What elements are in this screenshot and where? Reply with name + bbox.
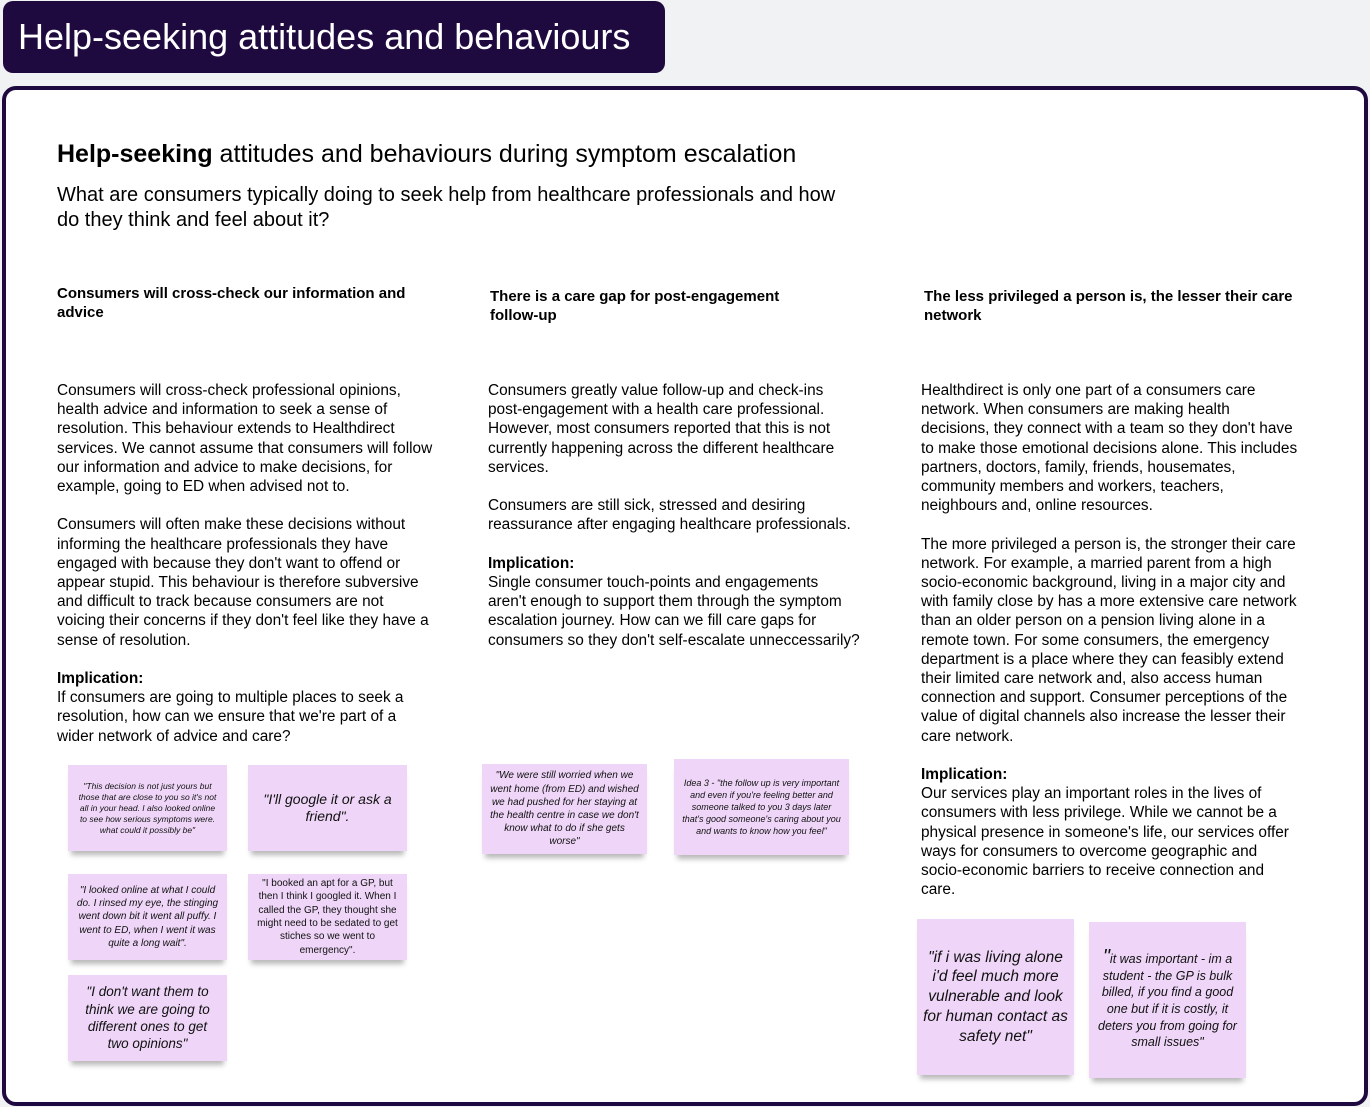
column-3-implication-label: Implication: xyxy=(921,766,1008,784)
column-3-paragraph: The more privileged a person is, the stronger their care network. For example, a married parent from a high socio-economic background, living in a major city and with family close by has a more extensive care network than an older person on a pension living alone in a remote town. For some consumers, the emergency department is a place where they can feasibly extend their limited care network and, also access human connection and support. Consumer perceptions of the value of digital channels also increase the lesser their care network. xyxy=(921,535,1297,745)
heading-bold: Help-seeking xyxy=(57,140,213,168)
section-title: Help-seeking attitudes and behaviours xyxy=(18,16,631,57)
sticky-note[interactable] xyxy=(248,874,407,960)
column-1-paragraph: Consumers will cross-check professional opinions, health advice and information to seek a sense of resolution. This behaviour extends to Healthdirect services. We cannot assume that consumers will follow our information and advice to make decisions, for example, going to ED when advised not to. xyxy=(57,382,433,496)
sticky-note[interactable] xyxy=(248,765,407,851)
sticky-note-text xyxy=(1097,945,1238,1051)
column-3-paragraph: Healthdirect is only one part of a consumers care network. When consumers are making health decisions, they connect with a team so they don't have to make those emotional decisions alone. This includes partners, doctors, family, friends, housemates, community members and workers, teachers, neighbours and, online resources. xyxy=(921,382,1298,515)
column-2-body xyxy=(488,381,860,650)
sticky-note-text: "I don't want them to think we are going to different ones to get two opinions" xyxy=(85,984,210,1052)
column-3-implication: Our services play an important roles in the lives of consumers with less privilege. While we cannot be a physical presence in someone's life, our services offer ways for consumers to overcome geographic and socio-economic barriers to receive connection and care. xyxy=(921,785,1289,899)
sticky-note-text-body: it was important - im a student - the GP is bulk billed, if you find a good one but if it is costly, it deters you from going for small issues" xyxy=(1098,951,1237,1050)
sticky-note[interactable] xyxy=(917,919,1074,1075)
column-2-paragraph: Consumers are still sick, stressed and desiring reassurance after engaging healthcare professionals. xyxy=(488,497,851,534)
column-2-implication: Single consumer touch-points and engagements aren't enough to support them through the symptom escalation journey. How can we fill care gaps for consumers so they don't self-escalate unneccessarily? xyxy=(488,574,860,649)
sticky-note-text: "I looked online at what I could do. I rinsed my eye, the stinging went down bit it went all puffy. I went to ED, when I went it was quite a long wait". xyxy=(76,884,219,949)
board-heading xyxy=(57,140,796,169)
sticky-note-text: "I'll google it or ask a friend". xyxy=(263,791,392,824)
sticky-note[interactable] xyxy=(674,759,849,855)
column-1-implication-label: Implication: xyxy=(57,670,144,688)
column-1-paragraph: Consumers will often make these decisions without informing the healthcare professionals they have engaged with because they don't want to offend or appear stupid. This behaviour is therefore subversive and difficult to track because consumers are not voicing their concerns if they don't feel like they have a sense of resolution. xyxy=(57,516,429,649)
sticky-note-text: "We were still worried when we went home (from ED) and wished we had pushed for her staying at the health centre in case we don't know what to do if she gets worse" xyxy=(490,770,639,848)
sticky-note[interactable] xyxy=(68,874,227,960)
sticky-note-text: Idea 3 - "the follow up is very important and even if you're feeling better and someone talked to you 3 days later that's good someone's caring about you and wants to know how you feel" xyxy=(682,778,841,836)
heading-rest: attitudes and behaviours during symptom escalation xyxy=(212,140,797,168)
column-2-paragraph: Consumers greatly value follow-up and check-ins post-engagement with a health care professional. However, most consumers reported that this is not currently happening across the different healthcare services. xyxy=(488,382,835,476)
sticky-note-text: "This decision is not just yours but those that are close to you so it's not all in your head. I also looked online to see how serious symptoms were. what could it possibly be" xyxy=(78,780,217,835)
column-1-title: Consumers will cross-check our information and advice xyxy=(57,285,406,321)
sticky-note-quote-mark: " xyxy=(1102,945,1110,968)
sticky-note-text: "I booked an apt for a GP, but then I think I googled it. When I called the GP, they thought she might need to be sedated to get stiches so we went to emergency". xyxy=(257,878,398,956)
board-subheading: What are consumers typically doing to seek help from healthcare professionals and how do they think and feel about it? xyxy=(57,184,836,231)
column-3-title: The less privileged a person is, the lesser their care network xyxy=(924,288,1293,324)
sticky-note[interactable] xyxy=(482,764,647,854)
column-3-body xyxy=(921,381,1299,899)
column-2-implication-label: Implication: xyxy=(488,554,575,572)
sticky-note[interactable] xyxy=(1089,922,1246,1078)
sticky-note[interactable] xyxy=(68,975,227,1061)
section-title-tab xyxy=(3,1,665,73)
sticky-note-text: "if i was living alone i'd feel much more vulnerable and look for human contact as safety net" xyxy=(923,948,1068,1045)
column-1-body xyxy=(57,381,435,746)
column-1-implication: If consumers are going to multiple places to seek a resolution, how can we ensure that we're part of a wider network of advice and care? xyxy=(57,689,404,745)
column-2-title: There is a care gap for post-engagement follow-up xyxy=(490,288,780,324)
sticky-note[interactable] xyxy=(68,765,227,851)
